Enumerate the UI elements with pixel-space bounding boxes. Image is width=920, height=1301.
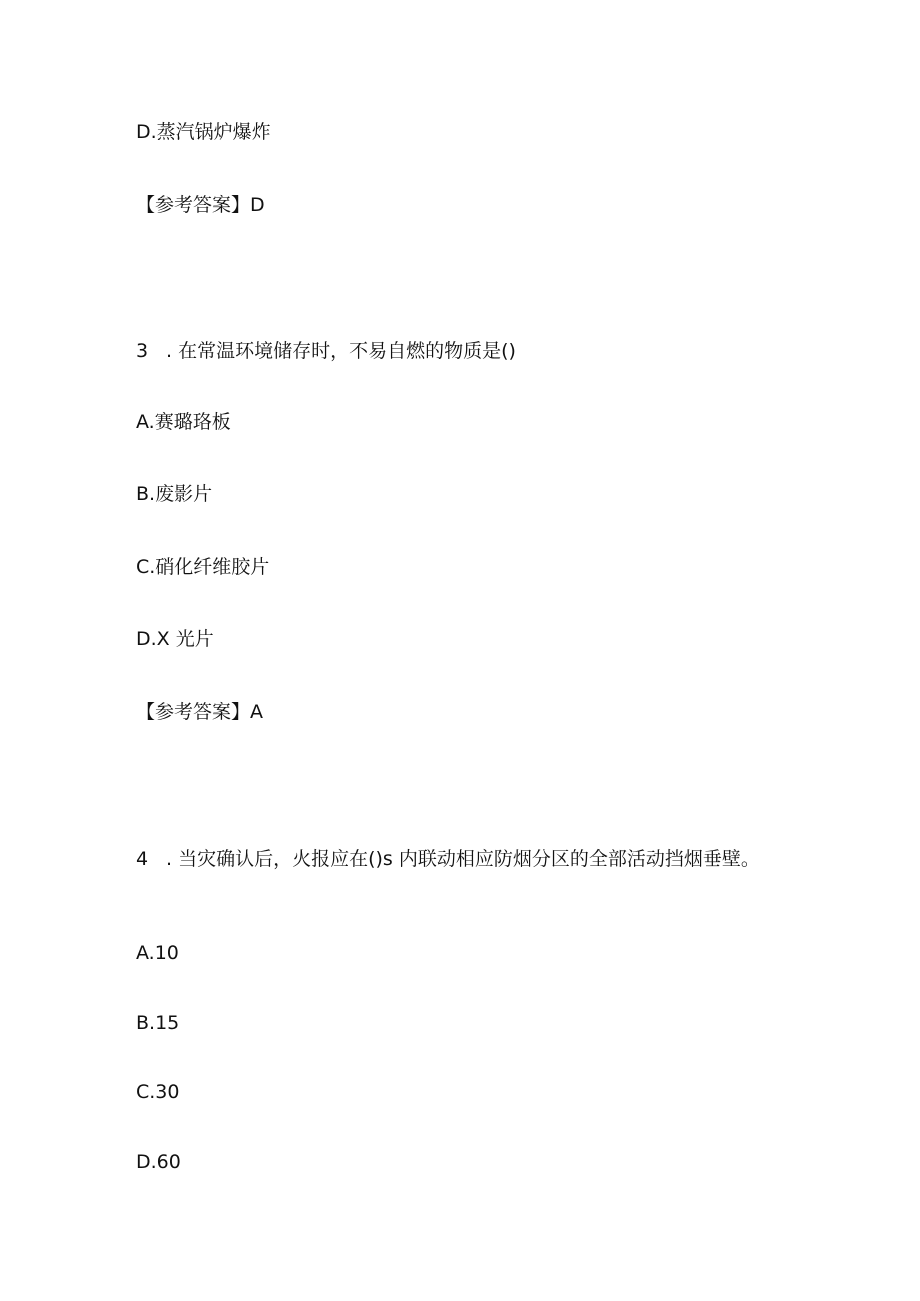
- option-a: A.10: [136, 942, 179, 964]
- answer-line: 【参考答案】A: [136, 701, 263, 723]
- option-a: A.赛璐珞板: [136, 411, 231, 433]
- option-b: B.废影片: [136, 483, 213, 505]
- option-d: D.60: [136, 1151, 181, 1173]
- question-number: 3: [136, 340, 149, 362]
- question-3: [136, 337, 766, 365]
- option-c: C.30: [136, 1081, 180, 1103]
- option-d: D.蒸汽锅炉爆炸: [136, 121, 271, 143]
- option-c: C.硝化纤维胶片: [136, 556, 270, 578]
- answer-line: 【参考答案】D: [136, 194, 265, 216]
- question-number: 4: [136, 848, 149, 870]
- question-text: . 在常温环境储存时，不易自燃的物质是(): [166, 340, 516, 362]
- option-d: D.X 光片: [136, 628, 214, 650]
- question-text: . 当灾确认后，火报应在()s 内联动相应防烟分区的全部活动挡烟垂壁。: [166, 848, 760, 870]
- option-b: B.15: [136, 1012, 180, 1034]
- question-4: [136, 845, 766, 873]
